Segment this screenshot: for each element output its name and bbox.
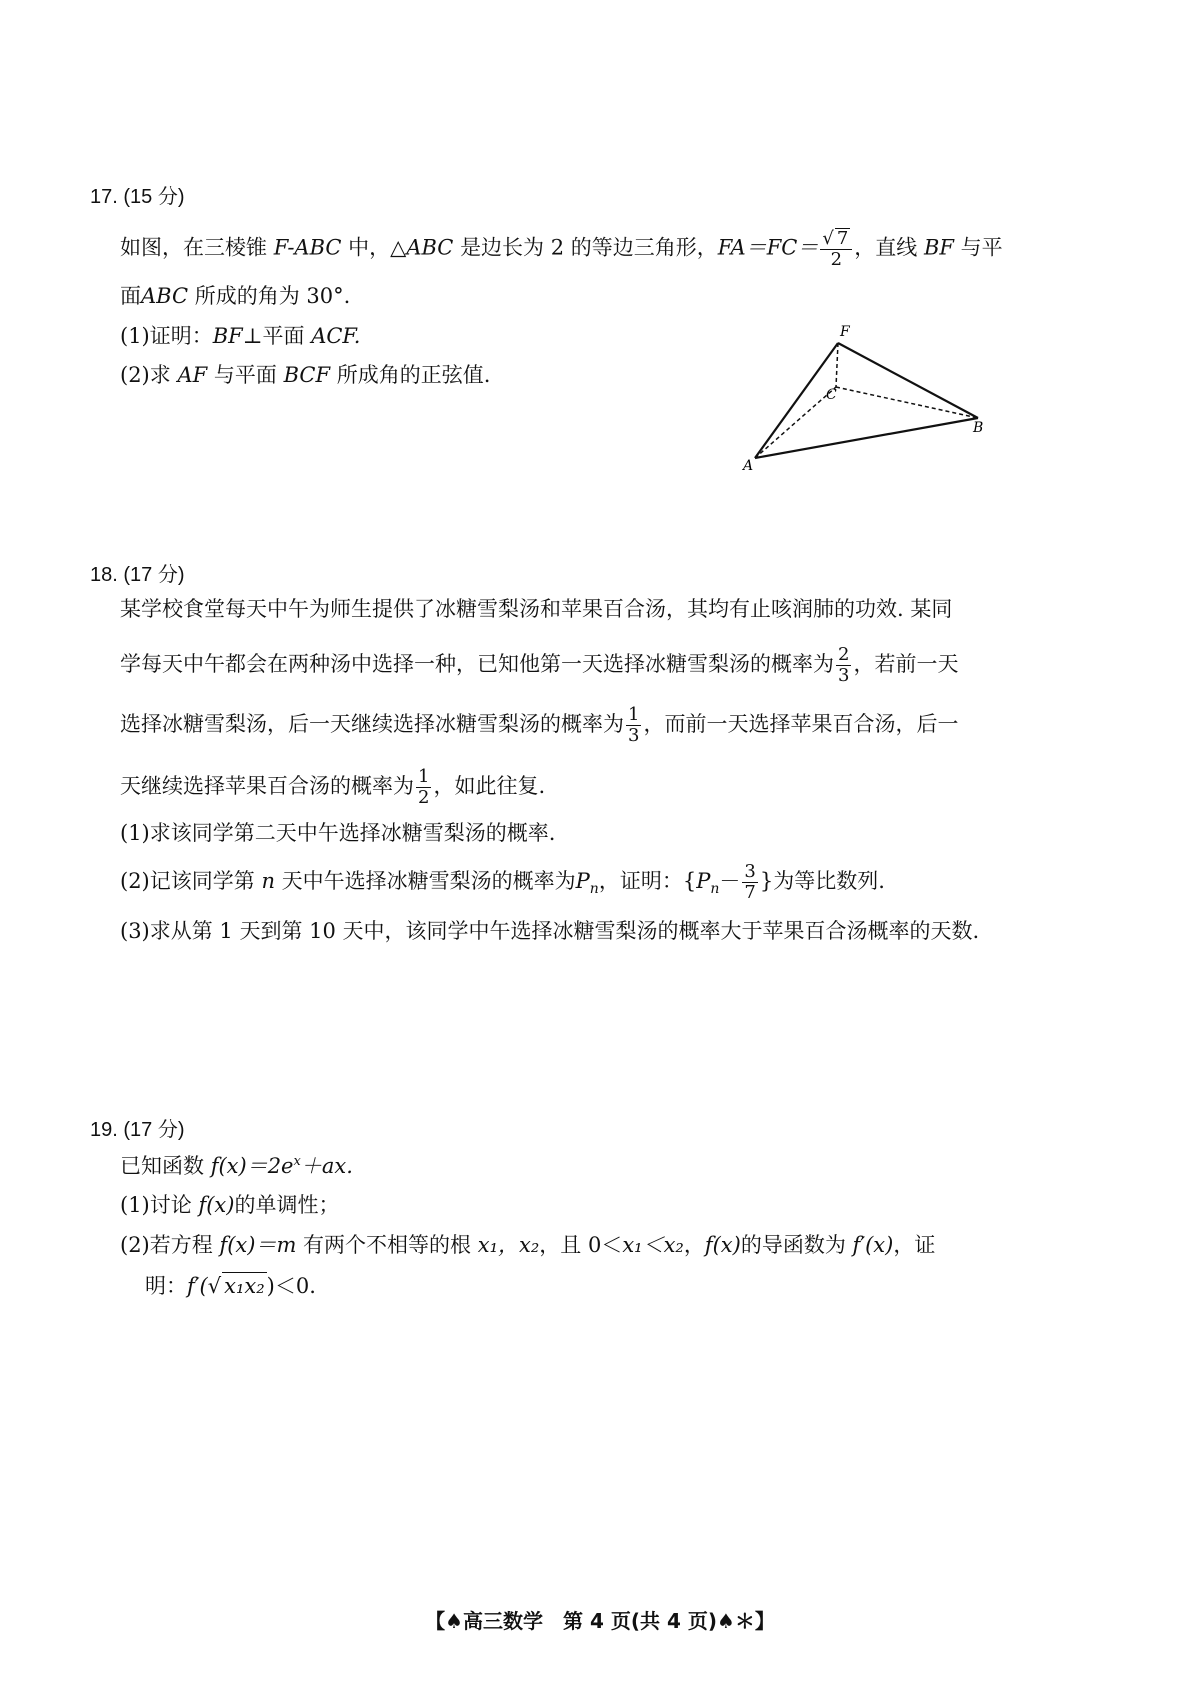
q18-line3: [120, 705, 1080, 746]
q19-part2-cont: 明：f′(√ x₁x₂)＜0.: [145, 1272, 1105, 1300]
q18-line1: 某学校食堂每天中午为师生提供了冰糖雪梨汤和苹果百合汤，其均有止咳润肺的功效. 某同: [120, 597, 953, 621]
edge-FC: [836, 343, 838, 387]
frac-num: 1: [418, 766, 430, 787]
q17-plane-abc: ABC: [141, 284, 189, 308]
q17-text: (1)证明：: [120, 324, 213, 348]
edge-CB: [836, 387, 978, 418]
q19-text: 有两个不相等的根: [303, 1233, 472, 1257]
frac-num: 3: [744, 861, 756, 882]
q19-text: 的单调性；: [234, 1193, 340, 1217]
q19-text: 的导函数为: [740, 1233, 846, 1257]
q18-math: n: [261, 868, 275, 893]
q18-text: 学每天中午都会在两种汤中选择一种，已知他第一天选择冰糖雪梨汤的概率为: [120, 651, 834, 676]
q18-subscript: n: [710, 880, 720, 897]
q18-line4: [120, 767, 1080, 808]
q17-frac-den: 2: [830, 248, 843, 270]
q17-math: BCF: [283, 363, 331, 387]
q17-text: ，直线: [854, 235, 918, 260]
q18-text: ，如此往复.: [433, 773, 546, 798]
q19-math: f(x)＝m: [219, 1233, 297, 1257]
q19-math: f(x): [198, 1193, 235, 1217]
q17-line2: [120, 283, 1080, 310]
vertex-label-F: F: [840, 324, 850, 340]
q18-math: P: [575, 868, 590, 893]
q18-line2: [120, 645, 1080, 686]
q17-sqrt-arg: 7: [836, 228, 849, 249]
q19-math: ＋ax.: [300, 1154, 353, 1178]
q17-text: 所成的角为 30°.: [194, 284, 351, 308]
q17-math: ACF.: [311, 324, 361, 348]
q19-text: ，且 0＜: [539, 1233, 623, 1257]
q17-text: 平面: [262, 324, 305, 348]
q18-text: 天继续选择苹果百合汤的概率为: [120, 773, 414, 798]
q17-math: AF: [177, 363, 208, 387]
q18-frac-1-2: [416, 767, 431, 808]
q18-text: ，而前一天选择苹果百合汤，后一: [643, 711, 959, 736]
q18-part2: [120, 862, 1080, 903]
q18-text: ，若前一天: [853, 651, 959, 676]
q17-tetra-name: F-ABC: [273, 235, 342, 260]
edge-AB: [755, 418, 978, 458]
q19-text: (1)讨论: [120, 1193, 192, 1217]
frac-num: 1: [628, 704, 640, 725]
q17-text: 是边长为 2 的等边三角形，: [460, 235, 718, 260]
q17-text: 与平面: [213, 363, 277, 387]
q18-text: }为等比数列.: [759, 868, 885, 893]
q18-frac-3-7: [742, 862, 757, 903]
q18-text: 选择冰糖雪梨汤，后一天继续选择冰糖雪梨汤的概率为: [120, 711, 624, 736]
q19-part1: [120, 1192, 1080, 1219]
q18-header: 18. (17 分): [90, 564, 185, 586]
q19-math: f′(x): [852, 1233, 894, 1257]
frac-den: 3: [628, 724, 640, 746]
q17-eq-lhs: FA＝FC＝: [717, 235, 819, 260]
vertex-label-A: A: [743, 458, 754, 474]
q17-line-bf: BF: [923, 235, 954, 260]
q18-text: ，证明：{: [598, 868, 697, 893]
q17-text: 与平: [960, 235, 1003, 260]
q17-text: 如图，在三棱锥: [120, 235, 267, 260]
q17-text: 面: [120, 284, 141, 308]
q18-text: 天中午选择冰糖雪梨汤的概率为: [281, 868, 576, 893]
q19-text: ，: [683, 1233, 705, 1257]
q19-text: 明：: [145, 1274, 187, 1298]
edge-AC: [755, 387, 836, 458]
q18-text: －: [719, 868, 741, 893]
q18-part3: (3)求从第 1 天到第 10 天中，该同学中午选择冰糖雪梨汤的概率大于苹果百合汤概率的天数.: [120, 919, 980, 943]
frac-den: 3: [838, 664, 850, 686]
q19-math: f′(: [187, 1274, 208, 1298]
q19-math: f(x): [704, 1233, 741, 1257]
vertex-label-C: C: [826, 387, 837, 403]
q18-frac-2-3: [836, 645, 851, 686]
frac-den: 2: [418, 786, 430, 808]
frac-num: 2: [838, 644, 850, 665]
q17-text: 中，△: [348, 235, 407, 260]
q19-superscript: x: [293, 1154, 301, 1169]
q18-frac-1-3: [626, 705, 641, 746]
q18-part1: (1)求该同学第二天中午选择冰糖雪梨汤的概率.: [120, 821, 556, 845]
frac-den: 7: [744, 881, 756, 903]
q17-line1: [120, 228, 1080, 270]
q18-subscript: n: [589, 880, 599, 897]
q19-part2: [120, 1232, 1080, 1259]
q17-text: 所成角的正弦值.: [336, 363, 491, 387]
q19-math: x₁，x₂: [477, 1233, 540, 1257]
q19-text: (2)若方程: [120, 1233, 213, 1257]
q19-radicand: x₁x₂: [222, 1272, 267, 1300]
tetrahedron-figure: [743, 324, 1060, 505]
q19-text: 已知函数: [120, 1154, 204, 1178]
q17-math: BF⊥: [212, 324, 263, 348]
q18-math: P: [696, 868, 711, 893]
q19-text: ，证: [893, 1233, 936, 1257]
q19-math: x₁＜x₂: [622, 1233, 684, 1257]
q17-tri-name: ABC: [406, 235, 454, 260]
q17-header: 17. (15 分): [90, 186, 185, 208]
q19-line1: [120, 1153, 1080, 1180]
page-footer: 【♠高三数学 第 4 页(共 4 页)♠＊】: [425, 1609, 775, 1633]
q19-text: )＜0.: [266, 1274, 316, 1298]
q17-text: (2)求: [120, 363, 171, 387]
q17-fraction: $\frac{√ 7}{2}$: [820, 228, 852, 270]
vertex-label-B: B: [973, 420, 984, 436]
q19-math: f(x)＝2e: [210, 1154, 294, 1178]
edge-FB: [838, 343, 978, 418]
q19-header: 19. (17 分): [90, 1119, 185, 1141]
q18-text: (2)记该同学第: [120, 868, 255, 893]
